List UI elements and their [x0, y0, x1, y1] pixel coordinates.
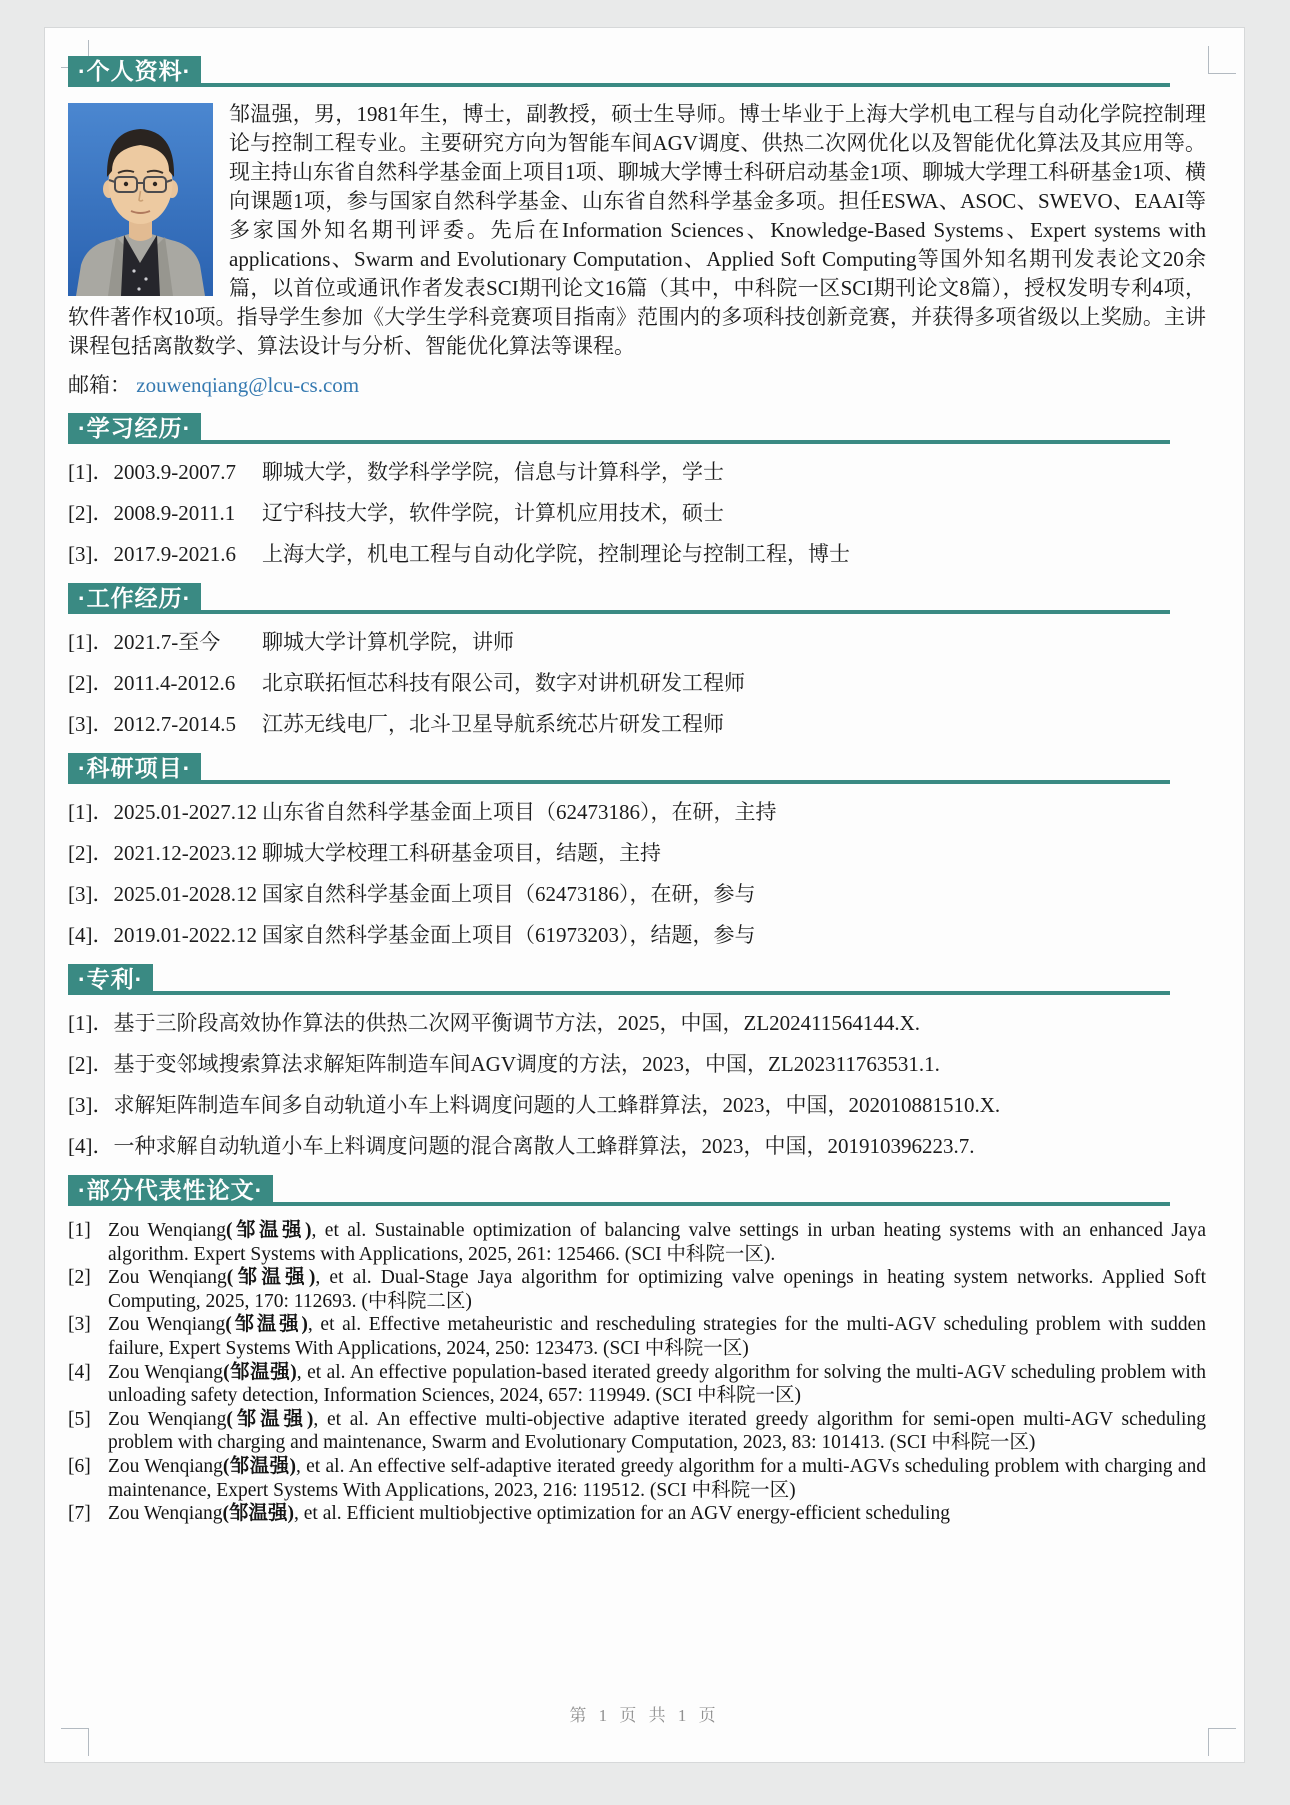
- paper-reference: , et al. An effective population-based iterated greedy algorithm for solving the multi-AGV scheduling problem with unloading safety detection, Information Sciences, 2024, 657: 119949. (SCI 中科院一区): [108, 1361, 1206, 1407]
- projects-list: [68, 800, 1206, 948]
- paper-citation: [108, 1455, 1206, 1502]
- paper-author-cn: (邹温强): [223, 1361, 297, 1383]
- work-detail: 江苏无线电厂，北斗卫星导航系统芯片研发工程师: [262, 712, 724, 736]
- patent-item: [68, 1011, 1206, 1036]
- education-period: [1]．2003.9-2007.7: [68, 460, 236, 484]
- section-header-work: [68, 583, 1170, 614]
- paper-item: [68, 1502, 1206, 1526]
- section-header-profile: [68, 56, 1170, 87]
- paper-reference: , et al. Effective metaheuristic and rescheduling strategies for the multi-AGV scheduling problem with sudden failure, Expert Systems With Applications, 2024, 250: 123473. (SCI 中科院一区): [108, 1314, 1206, 1359]
- paper-author-cn: (邹温强): [225, 1314, 308, 1336]
- paper-reference: , et al. Efficient multiobjective optimization for an AGV energy-efficient scheduling: [294, 1503, 950, 1525]
- project-detail: 聊城大学校理工科研基金项目，结题，主持: [262, 841, 661, 865]
- project-item: [68, 800, 1206, 825]
- paper-citation: [108, 1313, 1206, 1360]
- project-period: [4]．2019.01-2022.12: [68, 923, 257, 947]
- project-detail: 国家自然科学基金面上项目（62473186），在研，参与: [262, 882, 756, 906]
- paper-reference: , et al. An effective self-adaptive iterated greedy algorithm for a multi-AGVs scheduling problem with charging and maintenance, Expert Systems With Applications, 2023, 216: 119512. (SCI 中科院一区): [108, 1455, 1206, 1501]
- paper-author: Zou Wenqiang: [108, 1361, 224, 1383]
- paper-author: Zou Wenqiang: [108, 1314, 226, 1336]
- paper-reference: , et al. Sustainable optimization of balancing valve settings in urban heating systems with an enhanced Jaya algorithm. Expert Systems with Applications, 2025, 261: 125466. (SCI 中科院一区).: [108, 1220, 1206, 1265]
- section-header-patents: [68, 964, 1170, 995]
- paper-citation: [108, 1408, 1206, 1455]
- work-list: [68, 630, 1206, 737]
- education-detail: 聊城大学，数学科学学院，信息与计算科学，学士: [262, 460, 724, 484]
- work-detail: 北京联拓恒芯科技有限公司，数字对讲机研发工程师: [262, 671, 745, 695]
- patent-index: [3]．: [68, 1093, 114, 1117]
- paper-index: [3]: [68, 1314, 91, 1336]
- patent-item: [68, 1093, 1206, 1118]
- work-item: [68, 712, 1206, 737]
- section-title-patents: ·专利·: [68, 964, 153, 995]
- work-item: [68, 630, 1206, 655]
- patent-text: 基于变邻域搜索算法求解矩阵制造车间AGV调度的方法，2023，中国，ZL202311763531.1.: [113, 1052, 940, 1076]
- patent-item: [68, 1134, 1206, 1159]
- paper-reference: , et al. An effective multi-objective adaptive iterated greedy algorithm for semi-open multi-AGV scheduling problem with charging and maintenance, Swarm and Evolutionary Computation, 2023, 83: 101413. (SCI 中科院一区): [108, 1408, 1206, 1454]
- patent-item: [68, 1052, 1206, 1077]
- project-item: [68, 841, 1206, 866]
- work-period: [3]．2012.7-2014.5: [68, 712, 236, 736]
- education-item: [68, 542, 1206, 567]
- section-rule: [201, 83, 1170, 87]
- patent-text: 基于三阶段高效协作算法的供热二次网平衡调节方法，2025，中国，ZL202411564144.X.: [113, 1011, 921, 1035]
- papers-list: [68, 1219, 1206, 1526]
- paper-index: [5]: [68, 1408, 91, 1430]
- education-item: [68, 460, 1206, 485]
- paper-author-cn: (邹温强): [222, 1503, 295, 1525]
- patent-text: 一种求解自动轨道小车上料调度问题的混合离散人工蜂群算法，2023，中国，201910396223.7.: [113, 1134, 975, 1158]
- section-title-projects: ·科研项目·: [68, 753, 201, 784]
- patent-index: [1]．: [68, 1011, 114, 1035]
- email-link[interactable]: zouwenqiang@lcu-cs.com: [136, 373, 360, 397]
- section-rule: [201, 610, 1170, 614]
- resume-page: [45, 28, 1244, 1762]
- email-line: [68, 371, 1206, 399]
- project-period: [2]．2021.12-2023.12: [68, 841, 257, 865]
- section-rule: [201, 440, 1170, 444]
- email-label: 邮箱：: [68, 373, 131, 397]
- work-item: [68, 671, 1206, 696]
- id-photo-graphic: [68, 103, 213, 296]
- paper-citation: [108, 1502, 1206, 1526]
- patent-index: [4]．: [68, 1134, 114, 1158]
- paper-citation: [108, 1219, 1206, 1266]
- paper-item: [68, 1266, 1206, 1313]
- section-header-education: [68, 413, 1170, 444]
- paper-author-cn: (邹温强): [226, 1267, 316, 1289]
- section-title-work: ·工作经历·: [68, 583, 201, 614]
- patents-list: [68, 1011, 1206, 1159]
- paper-index: [2]: [68, 1267, 91, 1289]
- work-detail: 聊城大学计算机学院，讲师: [262, 630, 514, 654]
- paper-author: Zou Wenqiang: [108, 1220, 227, 1241]
- section-header-papers: [68, 1175, 1170, 1206]
- project-detail: 山东省自然科学基金面上项目（62473186），在研，主持: [262, 800, 777, 824]
- paper-author-cn: (邹温强): [222, 1455, 296, 1477]
- project-period: [3]．2025.01-2028.12: [68, 882, 257, 906]
- profile-intro: 邹温强，男，1981年生，博士，副教授，硕士生导师。博士毕业于上海大学机电工程与自动化学院控制理论与控制工程专业。主要研究方向为智能车间AGV调度、供热二次网优化以及智能优化算法及其应用等。现主持山东省自然科学基金面上项目1项、聊城大学博士科研启动基金1项、聊城大学理工科研基金1项、横向课题1项，参与国家自然科学基金、山东省自然科学基金多项。担任ESWA、ASOC、SWEVO、EAAI等多家国外知名期刊评委。先后在Information Sciences、Knowledge-Based Systems、Expert systems with applications、Swarm and Evolutionary Computation、Applied Soft Computing等国外知名期刊发表论文20余篇，以首位或通讯作者发表SCI期刊论文16篇（其中，中科院一区SCI期刊论文8篇），授权发明专利4项，软件著作权10项。指导学生参加《大学生学科竞赛项目指南》范围内的多项科技创新竞赛，并获得多项省级以上奖励。主讲课程包括离散数学、算法设计与分析、智能优化算法等课程。: [68, 102, 1206, 358]
- work-period: [1]．2021.7-至今: [68, 630, 221, 654]
- project-item: [68, 882, 1206, 907]
- paper-author-cn: (邹温强): [226, 1220, 312, 1241]
- paper-item: [68, 1313, 1206, 1360]
- paper-index: [6]: [68, 1455, 91, 1477]
- paper-item: [68, 1408, 1206, 1455]
- profile-block: [68, 100, 1206, 361]
- project-detail: 国家自然科学基金面上项目（61973203），结题，参与: [262, 923, 756, 947]
- education-item: [68, 501, 1206, 526]
- section-header-projects: [68, 753, 1170, 784]
- project-period: [1]．2025.01-2027.12: [68, 800, 257, 824]
- section-title-education: ·学习经历·: [68, 413, 201, 444]
- paper-author: Zou Wenqiang: [108, 1455, 223, 1477]
- section-rule: [201, 780, 1170, 784]
- paper-index: [7]: [68, 1503, 91, 1525]
- education-period: [2]．2008.9-2011.1: [68, 501, 236, 525]
- paper-item: [68, 1361, 1206, 1408]
- patent-index: [2]．: [68, 1052, 114, 1076]
- page-footer: 第 1 页 共 1 页: [569, 1706, 720, 1725]
- profile-photo: [68, 103, 213, 296]
- paper-item: [68, 1455, 1206, 1502]
- section-title-papers: ·部分代表性论文·: [68, 1175, 273, 1206]
- project-item: [68, 923, 1206, 948]
- section-title-profile: ·个人资料·: [68, 56, 201, 87]
- work-period: [2]．2011.4-2012.6: [68, 671, 236, 695]
- paper-item: [68, 1219, 1206, 1266]
- education-list: [68, 460, 1206, 567]
- paper-index: [4]: [68, 1361, 91, 1383]
- section-rule: [273, 1202, 1170, 1206]
- paper-citation: [108, 1266, 1206, 1313]
- education-period: [3]．2017.9-2021.6: [68, 542, 236, 566]
- paper-index: [1]: [68, 1220, 91, 1241]
- paper-author: Zou Wenqiang: [108, 1408, 227, 1430]
- paper-author: Zou Wenqiang: [108, 1267, 227, 1289]
- paper-author-cn: (邹温强): [226, 1408, 314, 1430]
- paper-reference: , et al. Dual-Stage Jaya algorithm for optimizing valve openings in heating system networks. Applied Soft Computing, 2025, 170: 112693. (中科院二区): [108, 1267, 1206, 1312]
- patent-text: 求解矩阵制造车间多自动轨道小车上料调度问题的人工蜂群算法，2023，中国，202010881510.X.: [113, 1093, 1001, 1117]
- paper-author: Zou Wenqiang: [108, 1503, 223, 1525]
- margin-corner-mark: [1208, 46, 1236, 74]
- margin-corner-mark: [1208, 1728, 1236, 1756]
- margin-corner-mark: [61, 1728, 89, 1756]
- resume-content: [68, 56, 1206, 1526]
- section-rule: [153, 991, 1170, 995]
- education-detail: 上海大学，机电工程与自动化学院，控制理论与控制工程，博士: [262, 542, 850, 566]
- paper-citation: [108, 1361, 1206, 1408]
- education-detail: 辽宁科技大学，软件学院，计算机应用技术，硕士: [262, 501, 724, 525]
